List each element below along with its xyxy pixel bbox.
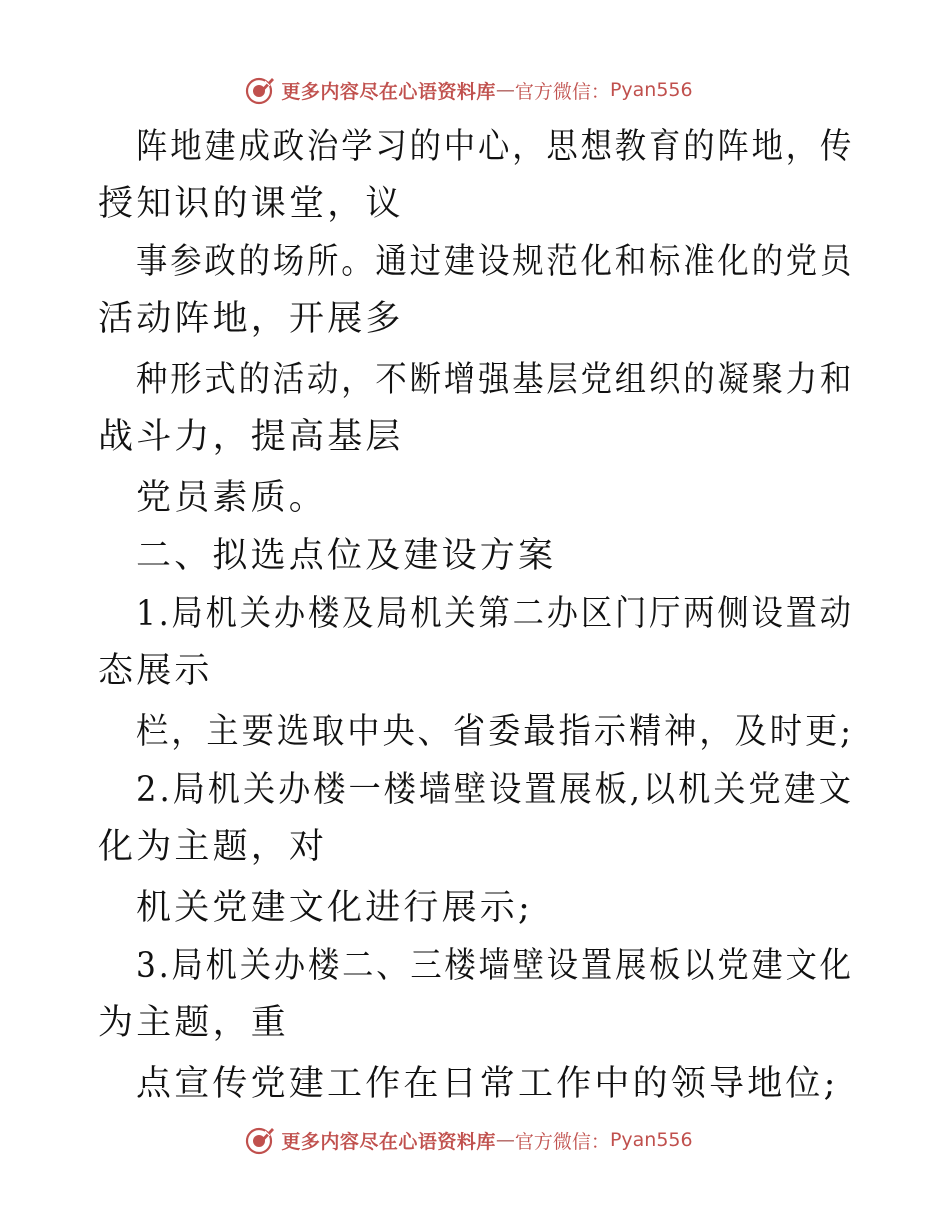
text-line: 事参政的场所。通过建设规范化和标准化的党员 bbox=[136, 242, 855, 282]
watermark-wechat-id: Pyan556 bbox=[609, 1129, 693, 1151]
watermark-official-label: 官方微信： bbox=[514, 80, 610, 103]
quill-logo-icon bbox=[245, 1125, 275, 1155]
footer-watermark bbox=[0, 1120, 950, 1160]
header-watermark bbox=[0, 70, 950, 110]
text-line: 为主题，重 bbox=[98, 1003, 290, 1043]
text-line: 党员素质。 bbox=[136, 478, 328, 518]
watermark-separator: — bbox=[495, 79, 515, 101]
watermark-wechat-id: Pyan556 bbox=[609, 79, 693, 101]
text-line: 1.局机关办楼及局机关第二办区门厅两侧设置动 bbox=[136, 594, 854, 634]
text-line: 战斗力，提高基层 bbox=[98, 417, 404, 457]
text-line: 态展示 bbox=[98, 651, 213, 691]
watermark-site-text: 更多内容尽在心语资料库 bbox=[281, 80, 496, 103]
watermark-official-label: 官方微信： bbox=[514, 1130, 610, 1153]
text-line: 机关党建文化进行展示; bbox=[136, 888, 533, 928]
text-line: 栏，主要选取中央、省委最指示精神，及时更; bbox=[136, 712, 855, 752]
text-line: 化为主题，对 bbox=[98, 827, 328, 867]
watermark-separator: — bbox=[495, 1129, 515, 1151]
watermark-site-text: 更多内容尽在心语资料库 bbox=[281, 1130, 496, 1153]
text-line: 活动阵地，开展多 bbox=[98, 299, 404, 339]
section-heading: 二、拟选点位及建设方案 bbox=[136, 536, 557, 576]
text-line: 3.局机关办楼二、三楼墙壁设置展板以党建文化 bbox=[136, 946, 854, 986]
text-line: 点宣传党建工作在日常工作中的领导地位; bbox=[136, 1064, 839, 1104]
quill-logo-icon bbox=[245, 75, 275, 105]
text-line: 种形式的活动，不断增强基层党组织的凝聚力和 bbox=[136, 360, 855, 400]
text-line: 2.局机关办楼一楼墙壁设置展板,以机关党建文 bbox=[136, 770, 854, 810]
text-line: 阵地建成政治学习的中心，思想教育的阵地，传 bbox=[136, 127, 855, 167]
text-line: 授知识的课堂，议 bbox=[98, 184, 404, 224]
